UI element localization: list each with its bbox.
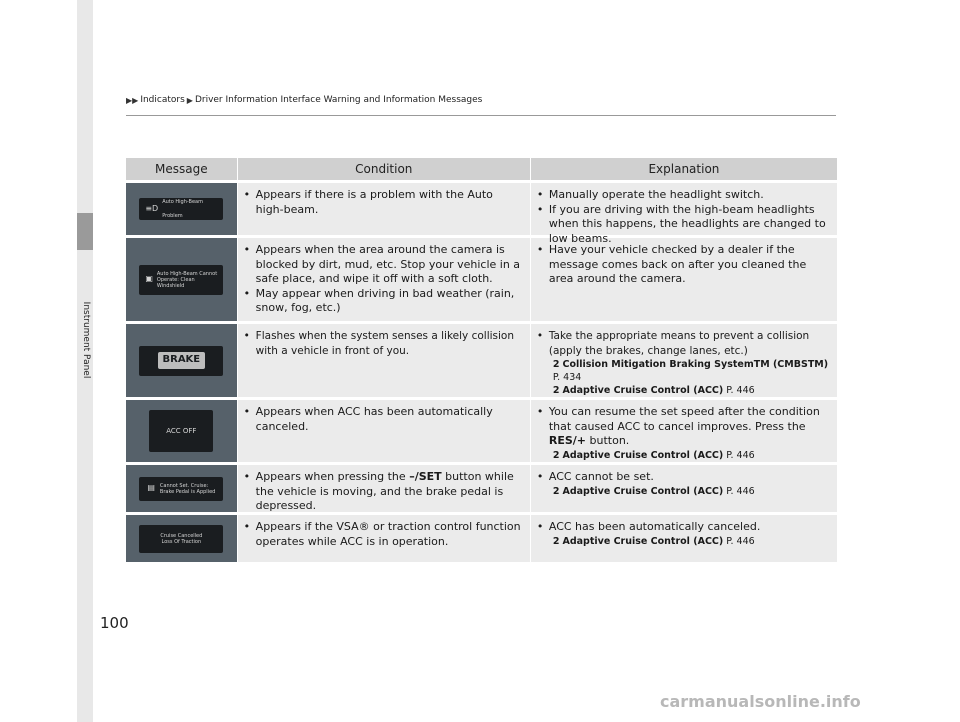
chevron-right-icon: ▶▶ — [126, 95, 139, 105]
breadcrumb-item-warnings[interactable]: Driver Information Interface Warning and Information Messages — [194, 95, 483, 105]
breadcrumb-item-indicators[interactable]: Indicators — [140, 95, 185, 105]
screen-text: Auto High-Beam Cannot Operate: Clean Windshield — [156, 270, 218, 289]
header-divider — [126, 115, 836, 116]
explanation-text: If you are driving with the high-beam headlights when this happens, the headlights are changed to low beams. — [548, 202, 826, 245]
explanation-text: Have your vehicle checked by a dealer if the message comes back on after you cleaned the area around the camera. — [548, 243, 807, 285]
reference-arrow-icon: 2 — [552, 385, 560, 396]
message-image — [126, 324, 237, 397]
condition-cell: • Appears when pressing the –/SET button while the vehicle is moving, and the brake pedal is depressed. — [238, 465, 530, 512]
condition-text: Appears when pressing the –/SET button while the vehicle is moving, and the brake pedal is depressed. — [255, 470, 514, 512]
messages-table — [126, 158, 837, 562]
explanation-cell: • Have your vehicle checked by a dealer if the message comes back on after you cleaned the area around the camera. — [531, 238, 837, 321]
condition-text: Appears when ACC has been automatically canceled. — [255, 405, 493, 433]
brake-pedal-icon: ▤ — [147, 483, 155, 493]
display-screen — [139, 477, 223, 501]
display-screen — [139, 346, 223, 376]
page-reference-page: P. 434 — [552, 372, 582, 383]
camera-icon: ▣ — [145, 274, 153, 284]
explanation-text: Take the appropriate means to prevent a collision (apply the brakes, change lanes, etc.) — [548, 330, 810, 357]
table-row — [126, 515, 837, 562]
condition-text: May appear when driving in bad weather (rain, snow, fog, etc.) — [255, 286, 515, 314]
display-screen — [139, 198, 223, 220]
reference-arrow-icon: 2 — [552, 485, 560, 497]
page-reference[interactable]: 2 Adaptive Cruise Control (ACC) P. 446 — [552, 449, 755, 461]
table-header — [126, 158, 837, 180]
page-reference[interactable]: 2 Adaptive Cruise Control (ACC) P. 446 — [552, 485, 755, 497]
table-row — [126, 324, 837, 397]
page-number: 100 — [100, 614, 129, 632]
table-row — [126, 183, 837, 245]
explanation-cell: • ACC has been automatically canceled. 2 Adaptive Cruise Control (ACC) P. 446 — [531, 515, 837, 562]
breadcrumb — [126, 95, 482, 105]
section-label: Instrument Panel — [81, 301, 91, 379]
reference-arrow-icon: 2 — [552, 449, 560, 461]
high-beam-icon: ≡D — [145, 203, 159, 213]
explanation-cell: • Take the appropriate means to prevent a collision (apply the brakes, change lanes, etc.) 2 Collision Mitigation Braking SystemTM (CMBSTM) P. 434 2 Adaptive Cruise Control (ACC) P. 446 — [531, 324, 837, 397]
page-reference[interactable]: 2 Adaptive Cruise Control (ACC) P. 446 — [552, 385, 755, 396]
display-screen — [149, 410, 213, 452]
condition-cell: • Appears when the area around the camera is blocked by dirt, mud, etc. Stop your vehicle in a safe place, and wipe it off with a soft cloth. • May appear when driving in bad weather (rain, snow, fog, etc.) — [238, 238, 530, 321]
reference-arrow-icon: 2 — [552, 359, 560, 370]
page-reference[interactable]: 2 Adaptive Cruise Control (ACC) P. 446 — [552, 535, 755, 547]
screen-text: Auto High-Beam Problem — [162, 198, 203, 219]
condition-text: Appears if there is a problem with the Auto high-beam. — [255, 188, 493, 216]
condition-cell: • Appears if there is a problem with the Auto high-beam. — [238, 183, 530, 235]
header-message: Message — [155, 162, 208, 176]
page-reference[interactable]: 2 Collision Mitigation Braking SystemTM (CMBSTM) — [552, 359, 829, 370]
condition-text: Appears if the VSA® or traction control function operates while ACC is in operation. — [255, 520, 521, 548]
display-screen — [139, 525, 223, 553]
watermark: carmanualsonline.info — [660, 692, 861, 711]
screen-text: Cannot Set. Cruise: Brake Pedal is Applied — [159, 482, 216, 495]
explanation-text: ACC has been automatically canceled. — [548, 520, 761, 533]
condition-text: Flashes when the system senses a likely collision with a vehicle in front of you. — [255, 330, 514, 357]
side-tab-marker — [77, 213, 93, 250]
screen-text: Cruise Cancelled Loss Of Traction — [160, 532, 203, 545]
display-screen — [139, 265, 223, 295]
explanation-cell: • Manually operate the headlight switch. • If you are driving with the high-beam headlights when this happens, the headlights are changed to low beams. — [531, 183, 837, 235]
explanation-text: ACC cannot be set. — [548, 470, 654, 483]
table-row — [126, 465, 837, 512]
message-image — [126, 183, 237, 235]
condition-cell: • Flashes when the system senses a likely collision with a vehicle in front of you. — [238, 324, 530, 397]
explanation-text: You can resume the set speed after the condition that caused ACC to cancel improves. Press the RES/+ button. — [548, 405, 820, 447]
explanation-cell: • ACC cannot be set. 2 Adaptive Cruise Control (ACC) P. 446 — [531, 465, 837, 512]
brake-badge: BRAKE — [158, 352, 206, 369]
table-row — [126, 400, 837, 462]
condition-text: Appears when the area around the camera is blocked by dirt, mud, etc. Stop your vehicle in a safe place, and wipe it off with a soft cloth. — [255, 243, 521, 285]
header-explanation: Explanation — [648, 162, 720, 176]
message-image — [126, 238, 237, 321]
message-image — [126, 400, 237, 462]
table-row — [126, 238, 837, 321]
explanation-text: Manually operate the headlight switch. — [548, 188, 764, 201]
screen-text: ACC OFF — [166, 426, 197, 435]
chevron-right-icon: ▶ — [186, 95, 193, 105]
condition-cell: • Appears if the VSA® or traction control function operates while ACC is in operation. — [238, 515, 530, 562]
condition-cell: • Appears when ACC has been automatically canceled. — [238, 400, 530, 462]
header-condition: Condition — [355, 162, 413, 176]
message-image — [126, 465, 237, 512]
explanation-cell: • You can resume the set speed after the condition that caused ACC to cancel improves. Press the RES/+ button. 2 Adaptive Cruise Control (ACC) P. 446 — [531, 400, 837, 462]
message-image — [126, 515, 237, 562]
reference-arrow-icon: 2 — [552, 535, 560, 547]
